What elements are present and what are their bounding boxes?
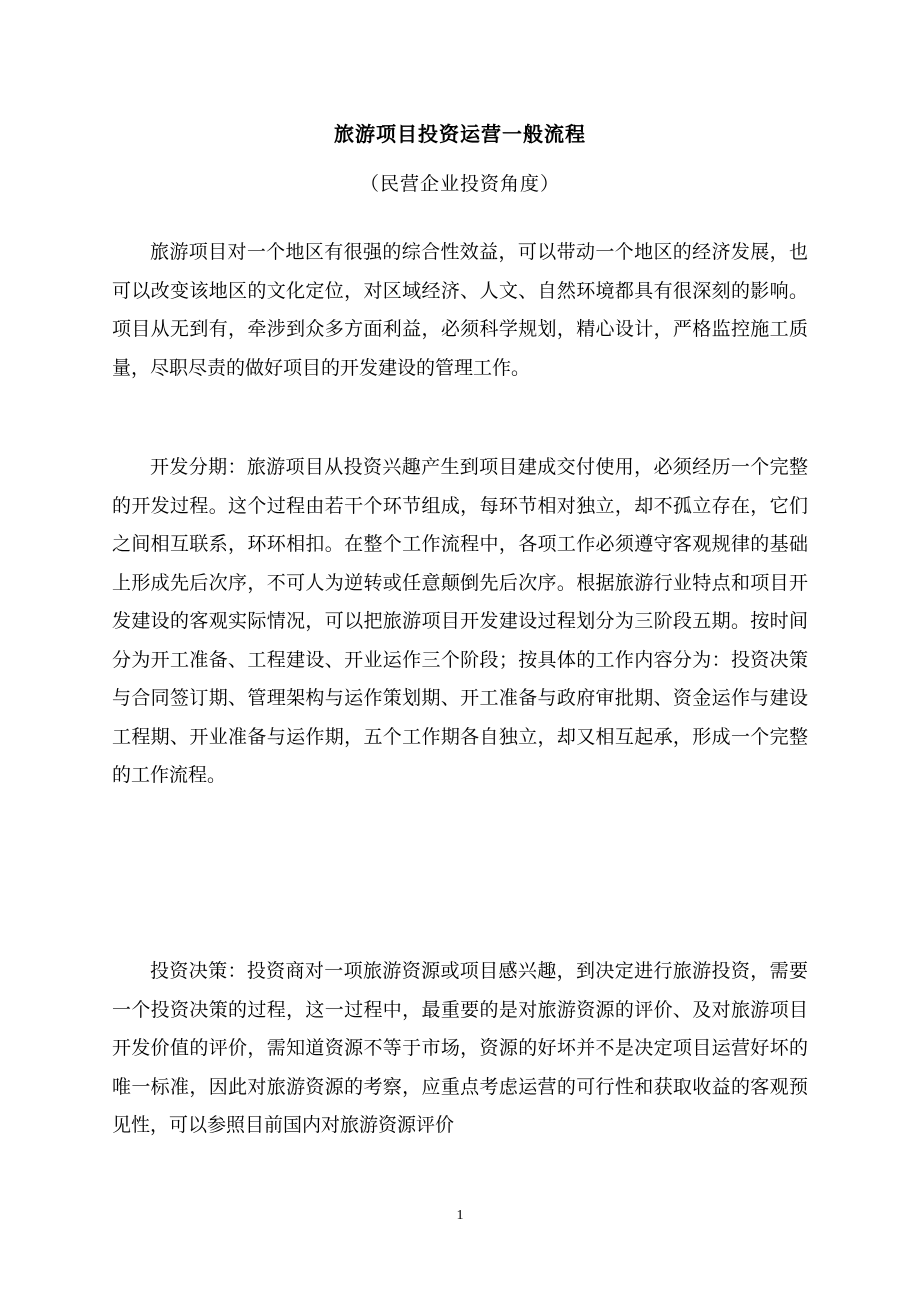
page-number: 1	[456, 1208, 464, 1223]
paragraph-development-phases: 开发分期：旅游项目从投资兴趣产生到项目建成交付使用，必须经历一个完整的开发过程。这个过程由若干个环节组成，每环节相对独立，却不孤立存在，它们之间相互联系，环环相扣。在整个工作流程中，各项工作必须遵守客观规律的基础上形成先后次序，不可人为逆转或任意颠倒先后次序。根据旅游行业特点和项目开发建设的客观实际情况，可以把旅游项目开发建设过程划分为三阶段五期。按时间分为开工准备、工程建设、开业运作三个阶段；按具体的工作内容分为：投资决策与合同签订期、管理架构与运作策划期、开工准备与政府审批期、资金运作与建设工程期、开业准备与运作期，五个工作期各自独立，却又相互起承，形成一个完整的工作流程。	[112, 456, 808, 786]
document-subtitle: （民营企业投资角度）	[359, 173, 560, 195]
paragraph-intro: 旅游项目对一个地区有很强的综合性效益，可以带动一个地区的经济发展，也可以改变该地区的文化定位，对区域经济、人文、自然环境都具有很深刻的影响。项目从无到有，牵涉到众多方面利益，必须科学规划，精心设计，严格监控施工质量，尽职尽责的做好项目的开发建设的管理工作。	[112, 241, 808, 379]
paragraph-investment-decision: 投资决策：投资商对一项旅游资源或项目感兴趣，到决定进行旅游投资，需要一个投资决策的过程，这一过程中，最重要的是对旅游资源的评价、及对旅游项目开发价值的评价，需知道资源不等于市场，资源的好坏并不是决定项目运营好坏的唯一标准，因此对旅游资源的考察，应重点考虑运营的可行性和获取收益的客观预见性，可以参照目前国内对旅游资源评价	[112, 960, 808, 1136]
document-title: 旅游项目投资运营一般流程	[334, 122, 586, 146]
